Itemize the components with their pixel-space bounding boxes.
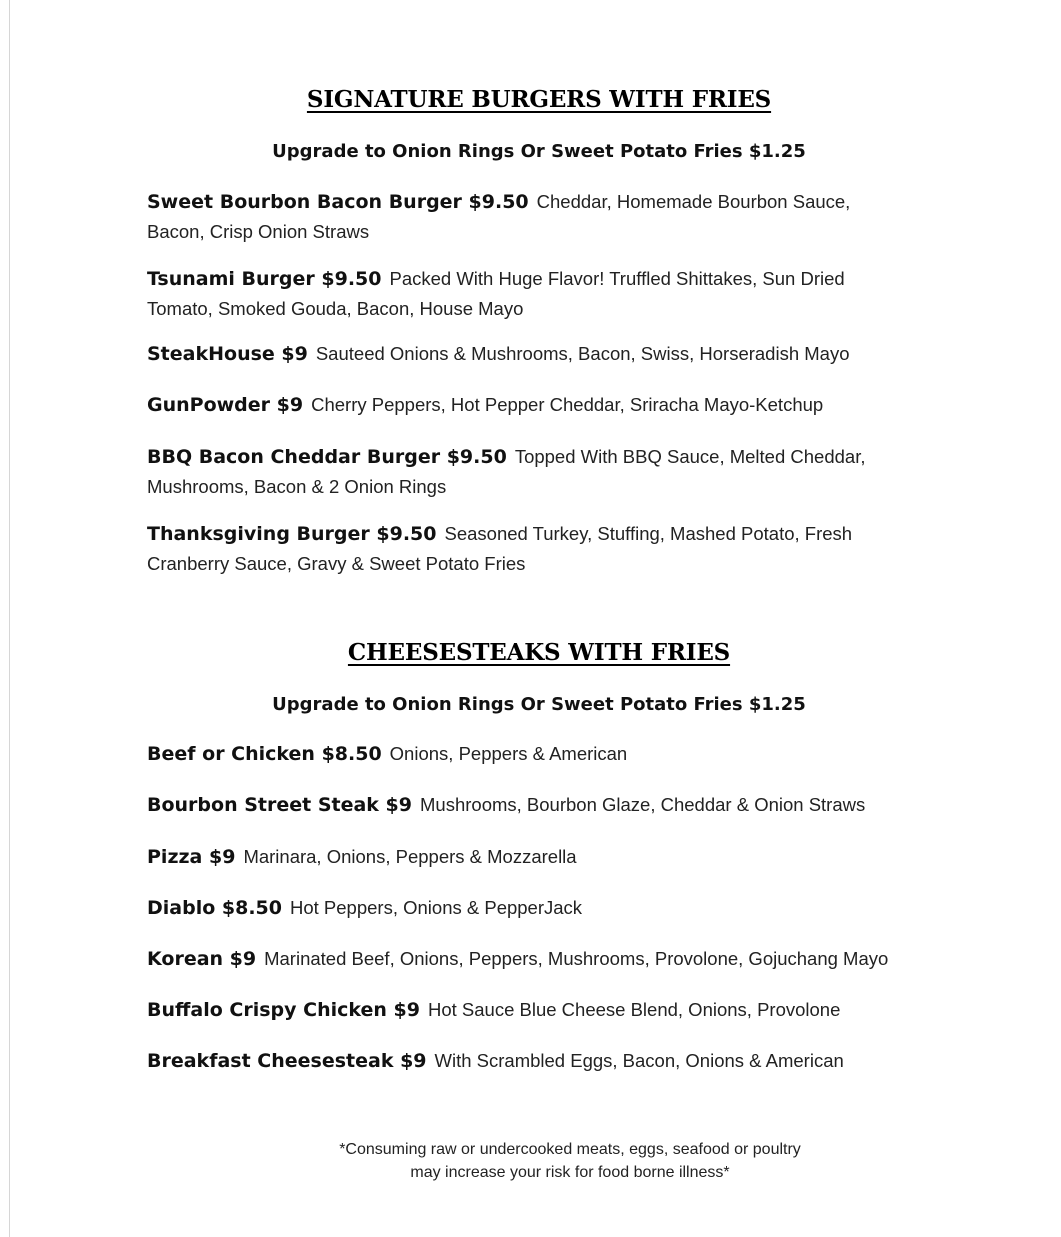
item-description: Hot Sauce Blue Cheese Blend, Onions, Provolone xyxy=(427,999,841,1020)
item-name: Diablo $8.50 xyxy=(147,897,282,919)
menu-item-gunpowder xyxy=(147,391,937,421)
menu-item-korean xyxy=(147,945,937,975)
item-description: Sauteed Onions & Mushrooms, Bacon, Swiss, Horseradish Mayo xyxy=(315,343,850,364)
item-name: Sweet Bourbon Bacon Burger $9.50 xyxy=(147,191,529,213)
item-description: Topped With BBQ Sauce, Melted Cheddar, xyxy=(514,446,866,467)
item-name: Beef or Chicken $8.50 xyxy=(147,743,382,765)
menu-item-diablo xyxy=(147,894,937,924)
item-description: Cheddar, Homemade Bourbon Sauce, xyxy=(536,191,851,212)
menu-item-buffalo-crispy-chicken xyxy=(147,996,937,1026)
item-description: Marinara, Onions, Peppers & Mozzarella xyxy=(243,846,577,867)
menu-item-thanksgiving-burger xyxy=(147,520,937,578)
item-description: Onions, Peppers & American xyxy=(389,743,628,764)
item-name: Thanksgiving Burger $9.50 xyxy=(147,523,437,545)
item-name: Buffalo Crispy Chicken $9 xyxy=(147,999,420,1021)
menu-item-pizza xyxy=(147,843,937,873)
menu-item-steakhouse xyxy=(147,340,937,370)
food-safety-disclaimer xyxy=(0,1138,1061,1184)
menu-item-bourbon-street-steak xyxy=(147,791,937,821)
item-description: Hot Peppers, Onions & PepperJack xyxy=(290,897,583,918)
burgers-upgrade-note: Upgrade to Onion Rings Or Sweet Potato Fries $1.25 xyxy=(272,141,806,162)
menu-item-beef-or-chicken xyxy=(147,740,937,770)
item-description: Cherry Peppers, Hot Pepper Cheddar, Sriracha Mayo-Ketchup xyxy=(311,394,824,415)
item-description-continued: Tomato, Smoked Gouda, Bacon, House Mayo xyxy=(147,298,524,319)
item-description: Marinated Beef, Onions, Peppers, Mushrooms, Provolone, Gojuchang Mayo xyxy=(264,948,889,969)
item-name: GunPowder $9 xyxy=(147,394,304,416)
item-name: BBQ Bacon Cheddar Burger $9.50 xyxy=(147,446,507,468)
item-description: Packed With Huge Flavor! Truffled Shittakes, Sun Dried xyxy=(389,268,845,289)
item-name: SteakHouse $9 xyxy=(147,343,308,365)
cheesesteaks-section-title: CHEESESTEAKS WITH FRIES xyxy=(347,639,731,666)
disclaimer-line-2: may increase your risk for food borne illness* xyxy=(410,1164,730,1181)
item-name: Bourbon Street Steak $9 xyxy=(147,794,412,816)
item-description-continued: Cranberry Sauce, Gravy & Sweet Potato Fries xyxy=(147,553,526,574)
item-name: Korean $9 xyxy=(147,948,257,970)
cheesesteaks-upgrade-note: Upgrade to Onion Rings Or Sweet Potato Fries $1.25 xyxy=(272,694,806,715)
menu-item-sweet-bourbon-bacon-burger xyxy=(147,188,937,246)
disclaimer-line-1: *Consuming raw or undercooked meats, eggs, seafood or poultry xyxy=(339,1141,801,1158)
item-description-continued: Bacon, Crisp Onion Straws xyxy=(147,221,370,242)
item-description: Seasoned Turkey, Stuffing, Mashed Potato, Fresh xyxy=(444,523,853,544)
menu-item-breakfast-cheesesteak xyxy=(147,1047,937,1077)
burgers-section-title: SIGNATURE BURGERS WITH FRIES xyxy=(306,86,772,113)
item-description-continued: Mushrooms, Bacon & 2 Onion Rings xyxy=(147,476,447,497)
item-description: With Scrambled Eggs, Bacon, Onions & American xyxy=(434,1050,844,1071)
item-name: Pizza $9 xyxy=(147,846,236,868)
menu-item-bbq-bacon-cheddar-burger xyxy=(147,443,937,501)
item-name: Tsunami Burger $9.50 xyxy=(147,268,382,290)
page-edge-divider xyxy=(9,0,10,1237)
menu-item-tsunami-burger xyxy=(147,265,937,323)
item-name: Breakfast Cheesesteak $9 xyxy=(147,1050,427,1072)
item-description: Mushrooms, Bourbon Glaze, Cheddar & Onion Straws xyxy=(420,794,866,815)
